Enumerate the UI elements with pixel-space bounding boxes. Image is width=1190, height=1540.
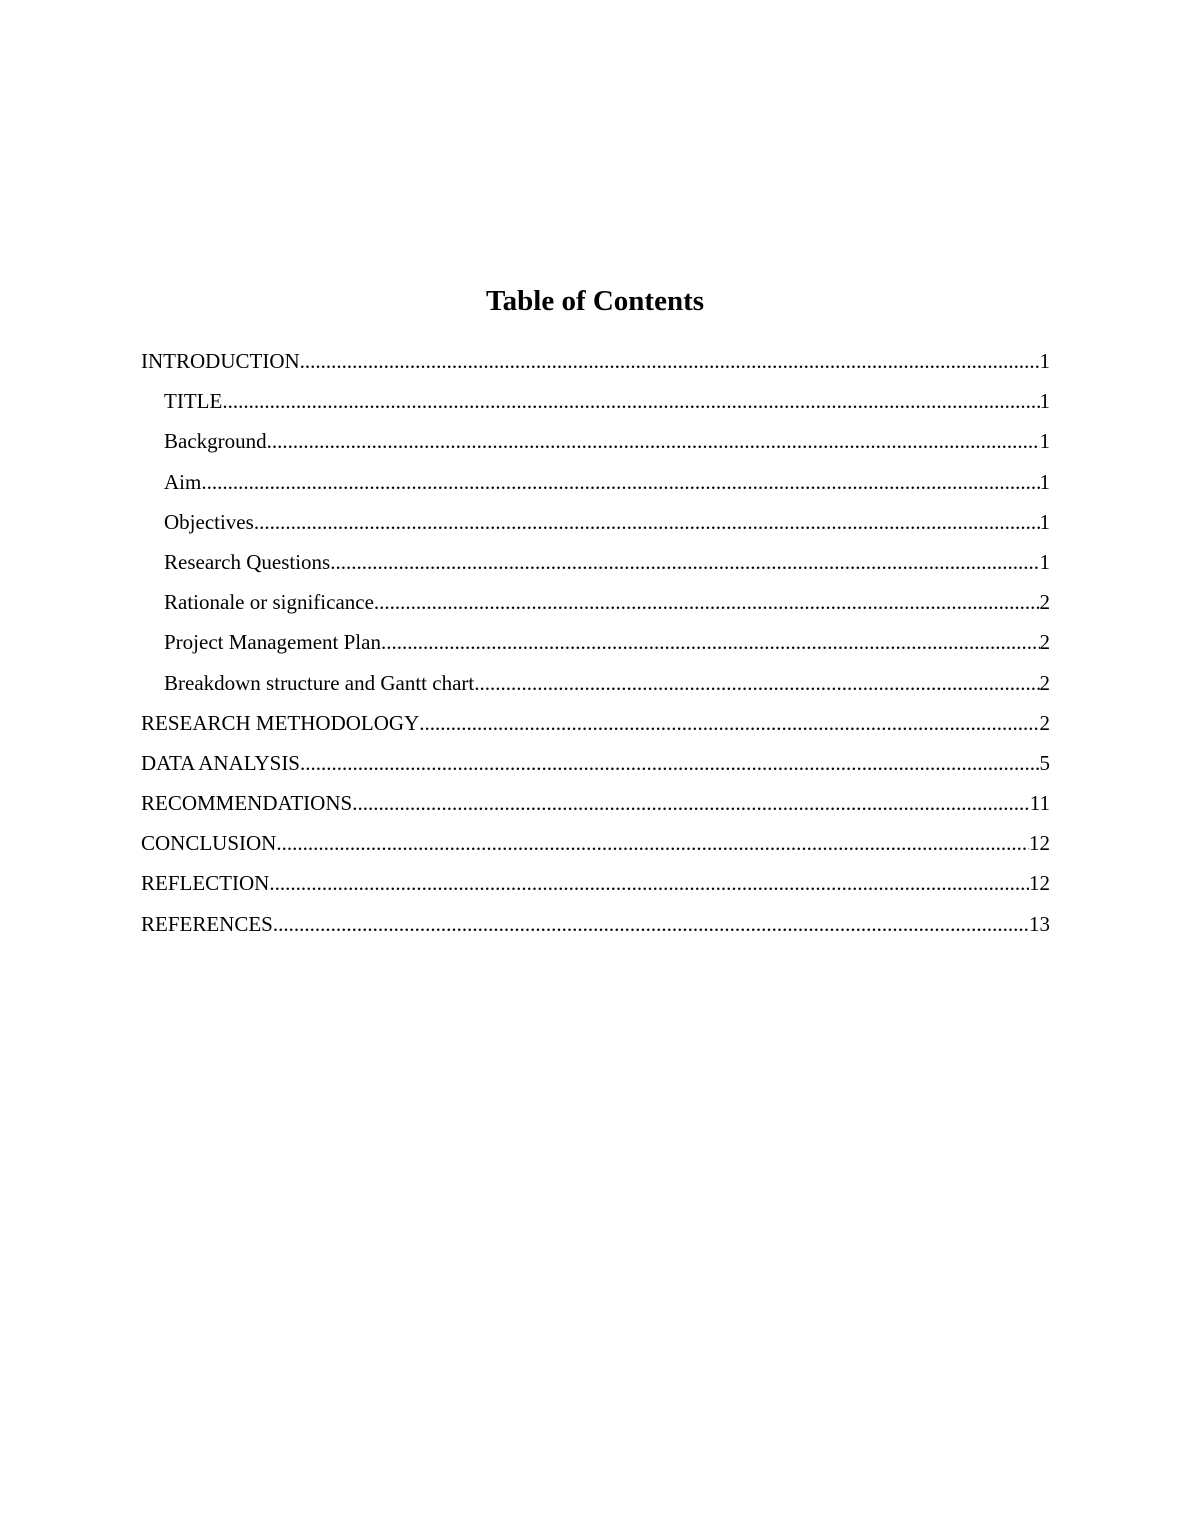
toc-entry-reflection[interactable] [141, 866, 1050, 906]
toc-dot-leader [201, 465, 1039, 499]
toc-dot-leader [474, 666, 1039, 700]
toc-entry-label: REFERENCES [141, 911, 273, 936]
toc-dot-leader [222, 384, 1039, 418]
toc-entry-label: Breakdown structure and Gantt chart [164, 670, 475, 695]
toc-entry-research-methodology[interactable] [141, 706, 1050, 746]
toc-entry-data-analysis[interactable] [141, 746, 1050, 786]
toc-page-number: 5 [1039, 750, 1050, 775]
table-of-contents [141, 344, 1050, 947]
toc-entry-research-questions[interactable] [141, 545, 1050, 585]
toc-entry-background[interactable] [141, 424, 1050, 464]
toc-entry-label: RESEARCH METHODOLOGY [141, 710, 420, 735]
toc-dot-leader [254, 505, 1040, 539]
toc-dot-leader [374, 585, 1040, 619]
toc-entry-objectives[interactable] [141, 505, 1050, 545]
toc-entry-label: Aim [164, 469, 202, 494]
toc-page-number: 1 [1039, 389, 1050, 414]
toc-page-number: 12 [1029, 871, 1050, 896]
toc-entry-breakdown-structure[interactable] [141, 666, 1050, 706]
toc-entry-conclusion[interactable] [141, 826, 1050, 866]
toc-dot-leader [352, 786, 1030, 820]
toc-entry-label: TITLE [164, 389, 223, 414]
toc-dot-leader [267, 424, 1040, 458]
toc-entry-label: CONCLUSION [141, 831, 277, 856]
toc-page-number: 1 [1039, 429, 1050, 454]
toc-page-number: 2 [1039, 710, 1050, 735]
toc-dot-leader [300, 746, 1040, 780]
toc-entry-introduction[interactable] [141, 344, 1050, 384]
toc-entry-project-management-plan[interactable] [141, 625, 1050, 665]
toc-entry-recommendations[interactable] [141, 786, 1050, 826]
toc-dot-leader [381, 625, 1040, 659]
toc-entry-label: DATA ANALYSIS [141, 750, 300, 775]
toc-page-number: 1 [1039, 469, 1050, 494]
toc-entry-label: RECOMMENDATIONS [141, 791, 353, 816]
toc-entry-label: Research Questions [164, 549, 331, 574]
toc-page-number: 12 [1029, 831, 1050, 856]
toc-page-number: 1 [1039, 509, 1050, 534]
toc-entry-label: Objectives [164, 509, 254, 534]
toc-dot-leader [276, 826, 1029, 860]
toc-entry-aim[interactable] [141, 465, 1050, 505]
toc-page-number: 2 [1039, 630, 1050, 655]
toc-page-number: 13 [1029, 911, 1050, 936]
toc-entry-label: Background [164, 429, 267, 454]
toc-page-number: 2 [1039, 670, 1050, 695]
toc-page-number: 1 [1039, 349, 1050, 373]
toc-page-number: 1 [1039, 549, 1050, 574]
toc-entry-title[interactable] [141, 384, 1050, 424]
toc-entry-label: REFLECTION [141, 871, 270, 896]
toc-title: Table of Contents [485, 285, 705, 317]
toc-entry-label: INTRODUCTION [141, 349, 300, 373]
toc-dot-leader [330, 545, 1039, 579]
toc-page-number: 11 [1029, 791, 1050, 816]
toc-entry-label: Project Management Plan [164, 630, 381, 655]
toc-entry-rationale[interactable] [141, 585, 1050, 625]
toc-dot-leader [300, 344, 1040, 378]
toc-entry-label: Rationale or significance [164, 590, 374, 615]
toc-dot-leader [273, 907, 1029, 941]
toc-entry-references[interactable] [141, 907, 1050, 947]
toc-dot-leader [269, 866, 1029, 900]
toc-page-number: 2 [1039, 590, 1050, 615]
toc-dot-leader [419, 706, 1039, 740]
